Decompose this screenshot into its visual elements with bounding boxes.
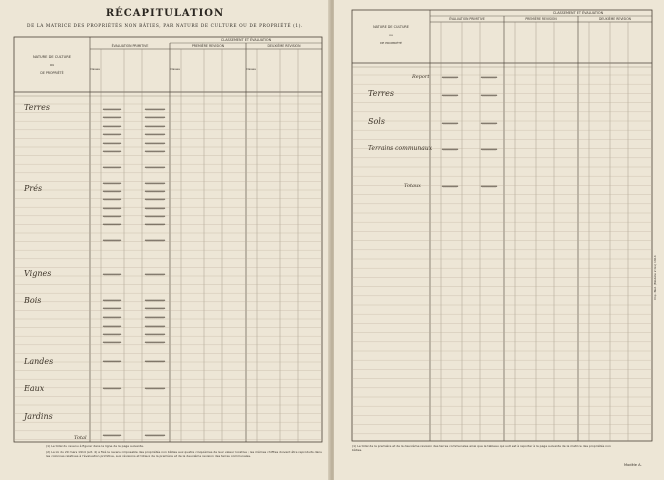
entry-sols: Sols bbox=[368, 117, 385, 126]
header-eval-primitive: ÉVALUATION PRIMITIVE bbox=[111, 44, 149, 48]
handwritten-figure bbox=[145, 216, 165, 217]
handwritten-figure bbox=[103, 334, 121, 335]
handwritten-figure bbox=[145, 240, 165, 241]
handwritten-figure bbox=[103, 326, 121, 327]
handwritten-figure bbox=[145, 435, 165, 436]
right-page bbox=[334, 0, 664, 480]
handwritten-figure bbox=[103, 183, 121, 184]
handwritten-figure bbox=[145, 151, 165, 152]
handwritten-figure bbox=[145, 361, 165, 362]
handwritten-figure bbox=[145, 317, 165, 318]
handwritten-figure bbox=[145, 117, 165, 118]
side-note: Imp. Nat. (Modèle 2 bis) 1914 bbox=[653, 255, 657, 300]
handwritten-figure bbox=[442, 77, 458, 78]
header-classes: Classes bbox=[90, 68, 100, 71]
header-deuxieme-revision: DEUXIÈME REVISION bbox=[599, 17, 631, 21]
entry-jardins: Jardins bbox=[24, 412, 53, 421]
handwritten-figure bbox=[103, 317, 121, 318]
minor-dividers bbox=[101, 49, 298, 442]
page-title: RÉCAPITULATION bbox=[105, 8, 225, 19]
ruled-lines bbox=[14, 104, 322, 439]
header-propriete: DE PROPRIÉTÉ bbox=[40, 71, 64, 75]
handwritten-figure bbox=[145, 167, 165, 168]
handwritten-figure bbox=[103, 342, 121, 343]
left-page bbox=[0, 0, 330, 480]
handwritten-figure bbox=[145, 326, 165, 327]
handwritten-figure bbox=[145, 134, 165, 135]
handwritten-figure bbox=[103, 216, 121, 217]
header-premiere-revision: PREMIÈRE REVISION bbox=[191, 44, 225, 48]
handwritten-figure bbox=[103, 274, 121, 275]
handwritten-figure bbox=[145, 388, 165, 389]
header-propriete: DE PROPRIÉTÉ bbox=[380, 41, 402, 45]
handwritten-figure bbox=[145, 126, 165, 127]
page-mark: Modèle A. bbox=[624, 463, 642, 467]
handwritten-figure bbox=[442, 123, 458, 124]
handwritten-figure bbox=[145, 143, 165, 144]
handwritten-figure bbox=[103, 199, 121, 200]
handwritten-figure bbox=[103, 151, 121, 152]
handwritten-figure bbox=[481, 77, 497, 78]
handwritten-figure bbox=[145, 191, 165, 192]
handwritten-figure bbox=[103, 300, 121, 301]
entry-vignes: Vignes bbox=[24, 269, 52, 278]
handwritten-figure bbox=[103, 361, 121, 362]
entry-report: Report bbox=[412, 74, 430, 80]
header-nature: NATURE DE CULTURE bbox=[373, 25, 409, 29]
handwritten-figure bbox=[103, 117, 121, 118]
header-eval-primitive: ÉVALUATION PRIMITIVE bbox=[449, 17, 485, 21]
entry-pres: Prés bbox=[24, 184, 43, 193]
header-deuxieme-revision: DEUXIÈME REVISION bbox=[267, 44, 301, 48]
handwritten-figure bbox=[103, 167, 121, 168]
entry-bois: Bois bbox=[24, 296, 42, 305]
handwritten-figure bbox=[145, 300, 165, 301]
handwritten-figure bbox=[145, 308, 165, 309]
page-subtitle: DE LA MATRICE DES PROPRIÉTÉS NON BÂTIES, PAR NATURE DE CULTURE OU DE PROPRIÉTÉ (1). bbox=[27, 24, 303, 29]
header-classes: Classes bbox=[246, 68, 256, 71]
handwritten-figure bbox=[103, 134, 121, 135]
handwritten-figure bbox=[103, 240, 121, 241]
handwritten-figure bbox=[481, 149, 497, 150]
header-ou: ou bbox=[389, 33, 393, 37]
handwritten-figure bbox=[103, 143, 121, 144]
footnote: (1) Le total de la première et de la deuxième revision des terres communales ainsi que le tableau qui suit est à reporter à la page suivante de la matrice des propriétés non bâties. bbox=[352, 444, 611, 452]
handwritten-figure bbox=[145, 199, 165, 200]
entry-eaux: Eaux bbox=[24, 384, 45, 393]
handwritten-figure bbox=[145, 183, 165, 184]
handwritten-figure bbox=[103, 388, 121, 389]
handwritten-figure bbox=[103, 308, 121, 309]
handwritten-figure bbox=[145, 274, 165, 275]
handwritten-figure bbox=[103, 435, 121, 436]
entry-terrains-communaux: Terrains communaux bbox=[368, 145, 433, 152]
handwritten-figure bbox=[145, 334, 165, 335]
handwritten-figure bbox=[103, 109, 121, 110]
handwritten-figure bbox=[481, 186, 497, 187]
handwritten-figure bbox=[103, 208, 121, 209]
handwritten-figure bbox=[481, 123, 497, 124]
header-nature: NATURE DE CULTURE bbox=[32, 55, 72, 59]
handwritten-figure bbox=[442, 95, 458, 96]
table-frame bbox=[352, 10, 652, 441]
handwritten-figures bbox=[103, 109, 165, 436]
handwritten-figure bbox=[145, 109, 165, 110]
entry-totaux: Totaux bbox=[404, 183, 421, 189]
header-premiere-revision: PREMIÈRE REVISION bbox=[525, 17, 557, 21]
left-table bbox=[0, 0, 330, 480]
header-classement: CLASSEMENT ET ÉVALUATION bbox=[552, 11, 604, 15]
handwritten-figure bbox=[103, 126, 121, 127]
handwritten-figure bbox=[145, 208, 165, 209]
column-dividers bbox=[430, 10, 578, 441]
header-classement: CLASSEMENT ET ÉVALUATION bbox=[220, 38, 272, 42]
handwritten-figure bbox=[103, 191, 121, 192]
column-dividers bbox=[90, 37, 246, 442]
footnote-2: (2) La loi du 29 mars 1914 (art. 4) a fixé le revenu imposable des propriétés non bâties aux quatre cinquièmes de leur valeur locative ; les mêmes chiffres doivent être reproduits dans les colonnes relatives à l'évaluation primitive, aux révisions et totaux de la première et de la deuxième revision des terres communales. bbox=[46, 450, 322, 458]
header-classes: Classes bbox=[170, 68, 180, 71]
handwritten-figure bbox=[442, 186, 458, 187]
footnote-1: (1) Le total du revenu à figurer dans la ligne de la page suivante. bbox=[46, 444, 144, 448]
entry-terres: Terres bbox=[368, 89, 394, 98]
ruled-lines bbox=[352, 75, 652, 434]
entry-total: Total bbox=[74, 435, 87, 441]
entry-terres: Terres bbox=[24, 103, 50, 112]
entry-landes: Landes bbox=[24, 357, 54, 366]
header-ou: ou bbox=[50, 63, 54, 67]
right-table bbox=[334, 0, 664, 480]
table-frame bbox=[14, 37, 322, 442]
handwritten-figure bbox=[442, 149, 458, 150]
handwritten-figure bbox=[145, 342, 165, 343]
handwritten-figure bbox=[481, 95, 497, 96]
